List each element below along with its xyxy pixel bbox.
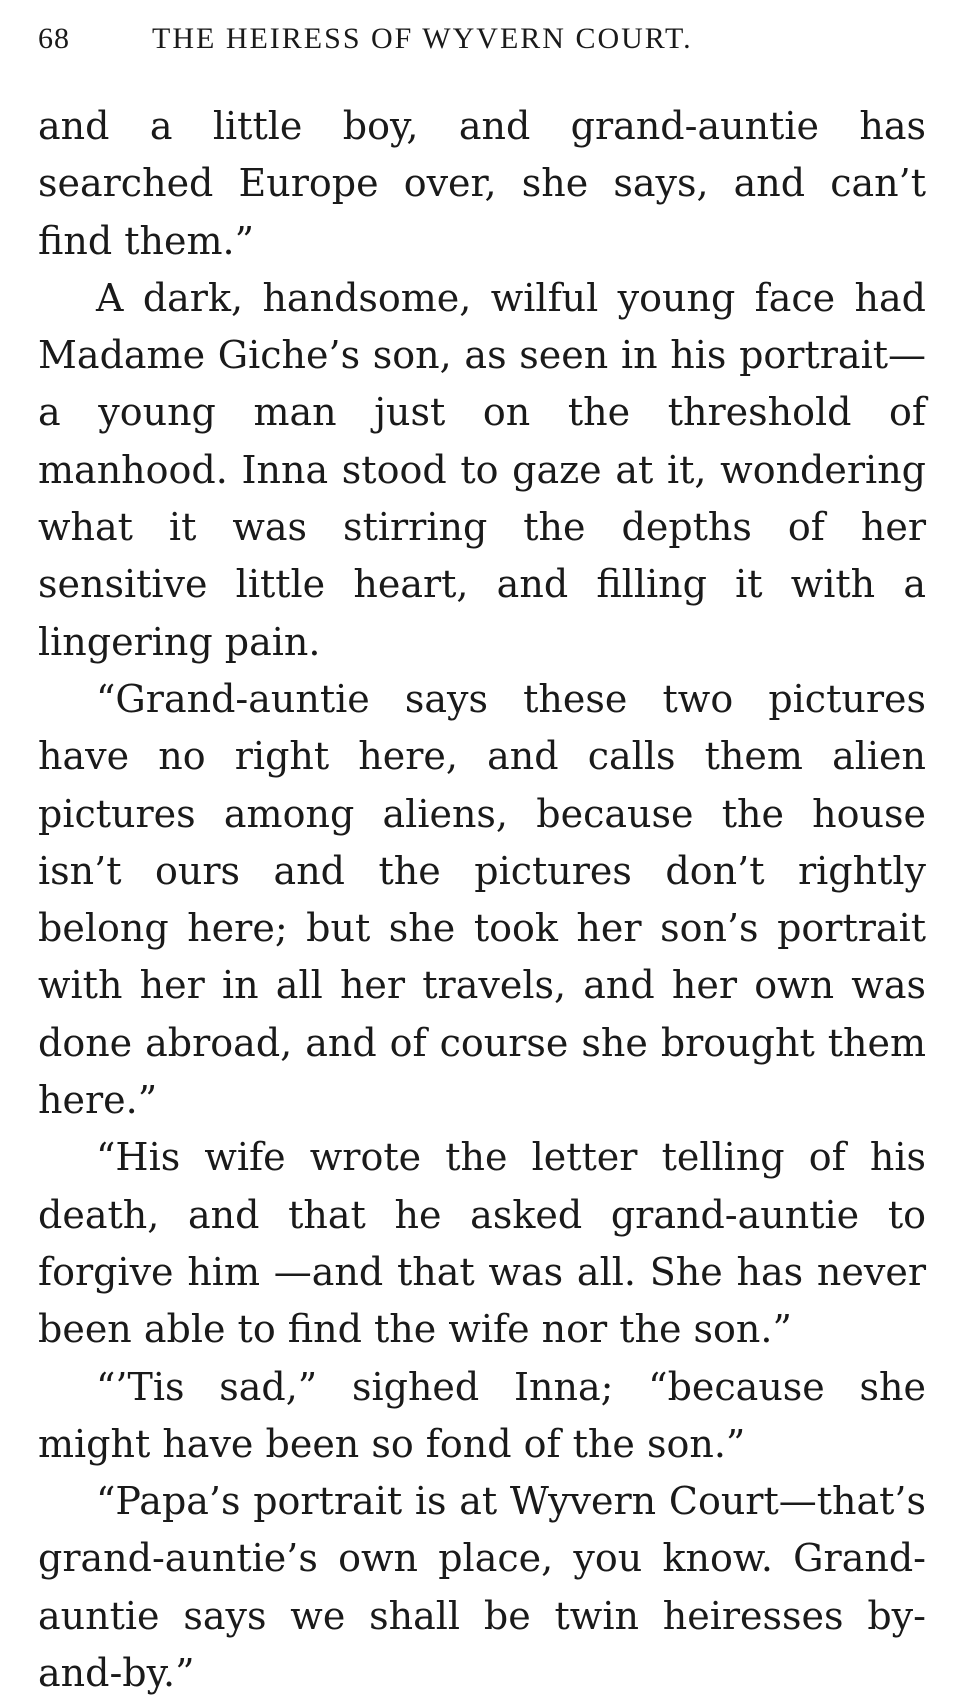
paragraph-portrait-description: A dark, handsome, wilful young face had Madame Giche’s son, as seen in his portrait—a young man just on the threshold of manhood. Inna stood to gaze at it, wondering what it was stirring the depths of her sensitive little heart, and filling it with a lingering pain. xyxy=(38,275,926,664)
paragraph-twin-heiresses: “Papa’s portrait is at Wyvern Court—that’s grand-auntie’s own place, you know. Grand-auntie says we shall be twin heiresses by-and-by.” xyxy=(38,1479,926,1696)
paragraph-inna-sighs: “’Tis sad,” sighed Inna; “because she might have been so fond of the son.” xyxy=(38,1364,926,1466)
running-title: THE HEIRESS OF WYVERN COURT. xyxy=(152,22,693,55)
running-head xyxy=(38,22,926,62)
page-number: 68 xyxy=(38,22,70,55)
body-text xyxy=(38,98,926,1702)
paragraph-continuation: and a little boy, and grand-auntie has searched Europe over, she says, and can’t find them.” xyxy=(38,104,926,263)
paragraph-wife-letter: “His wife wrote the letter telling of his death, and that he asked grand-auntie to forgive him —and that was all. She has never been able to find the wife nor the son.” xyxy=(38,1135,926,1352)
paragraph-alien-pictures: “Grand-auntie says these two pictures have no right here, and calls them alien pictures among aliens, because the house isn’t ours and the pictures don’t rightly belong here; but she took her son’s portrait with her in all her travels, and her own was done abroad, and of course she brought them here.” xyxy=(38,676,926,1123)
